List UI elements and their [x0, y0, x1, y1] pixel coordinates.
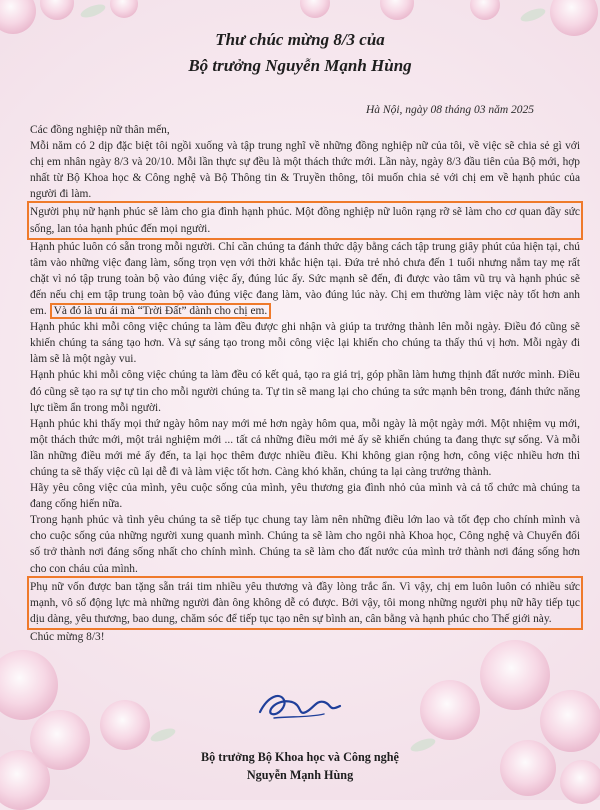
letter-title-line2: Bộ trưởng Nguyễn Mạnh Hùng [188, 56, 412, 75]
letter-paragraph: Hạnh phúc khi mỗi công việc chúng ta làm đều có kết quả, tạo ra giá trị, góp phần làm hưng thịnh đất nước mình. Điều đó cũng sẽ tạo ra sự tự tin cho mỗi người chúng ta. Tự tin sẽ mang lại cho chúng ta sức mạnh bên trong, đánh thức năng lực tiềm ẩn trong mỗi người. [30, 369, 580, 414]
signer-name: Nguyễn Mạnh Hùng [246, 768, 354, 782]
flower-decoration [380, 0, 414, 20]
leaf-decoration [149, 726, 177, 744]
flower-decoration [300, 0, 330, 18]
signer-position: Bộ trưởng Bộ Khoa học và Công nghệ [201, 750, 399, 764]
letter-body [30, 122, 580, 645]
leaf-decoration [79, 2, 107, 20]
letter-paragraph: Hạnh phúc khi thấy mọi thứ ngày hôm nay mới mẻ hơn ngày hôm qua, mỗi ngày là một ngày mới. Một nhiệm vụ mới, một thách thức mới, một trải nghiệm mới ... tất cả những điều mới mẻ ấy sẽ khiến chúng ta đang thực sự sống. Và mỗi lần những điều mới mẻ ấy đến, ta lại học thêm được nhiều điều. Khi không gian rộng hơn, công việc nhiều hơn thì chúng ta sẽ thấy việc cũ lại dễ đi và làm việc tốt hơn. Càng khó khăn, chúng ta lại càng trưởng thành. [30, 417, 580, 478]
letter-greeting: Các đồng nghiệp nữ thân mến, [30, 124, 170, 136]
letter-closing: Chúc mừng 8/3! [30, 630, 105, 643]
paragraph-text: Hạnh phúc luôn có sẵn trong mỗi người. Chỉ cần chúng ta đánh thức dậy bằng cách tập trung giây phút của hiện tại, chú tâm vào những việc đang làm, sống trọn vẹn với thời khắc hiện tại. Đứa trẻ nhỏ chưa đến 1 tuổi nhưng nắm tay mẹ rất chặt vì nó tập trung toàn bộ vào đúng việc ấy, đúng lúc ấy. Sức mạnh sẽ đến, đi được vào tâm vũ trụ và hạnh phúc sẽ đến nếu chị em tập trung toàn bộ vào đúng việc đang làm, vào đúng lúc này. Chị em thường làm việc này tốt hơn anh em. [30, 240, 580, 318]
letter-paragraph: Trong hạnh phúc và tình yêu chúng ta sẽ tiếp tục chung tay làm nên những điều lớn lao và tốt đẹp cho chính mình và cho cuộc sống của những người xung quanh mình. Chúng ta sẽ làm cho ngôi nhà Khoa học, Công nghệ và Chuyển đổi số trở thành nơi đáng sống nhất cho chính mình. Chúng ta sẽ làm cho đất nước của mình trở thành nơi đáng sống hơn cho con cháu của mình. [30, 514, 580, 575]
letter-paragraph: Mỗi năm có 2 dịp đặc biệt tôi ngồi xuống và tập trung nghĩ về những đồng nghiệp nữ của tôi, về việc sẽ chia sẻ gì với chị em nhân ngày 8/3 và 20/10. Mỗi lần thực sự đều là một thách thức mới. Lần này, ngày 8/3 đầu tiên của Bộ mới, hợp nhất từ Bộ Khoa học & Công nghệ và Bộ Thông tin & Truyền thông, tôi muốn chia sẻ với chị em về hạnh phúc của người đi làm. [30, 140, 580, 201]
highlighted-paragraph: Phụ nữ vốn được ban tặng sẵn trái tim nhiều yêu thương và đầy lòng trắc ẩn. Vì vậy, chị em luôn luôn có nhiều sức mạnh, vô số động lực mà những người đàn ông không dễ có được. Bởi vậy, tôi mong những người phụ nữ hãy tiếp tục dịu dàng, yêu thương, bao dung, chăm sóc để tiếp tục tạo nên sự bình an, cân bằng và hạnh phúc cho Thế giới này. [30, 579, 580, 627]
flower-decoration [420, 680, 480, 740]
flower-decoration [480, 640, 550, 710]
letter-title-line1: Thư chúc mừng 8/3 của [215, 30, 385, 49]
flower-decoration [0, 650, 58, 720]
letter-paragraph: Hạnh phúc khi mỗi công việc chúng ta làm đều được ghi nhận và giúp ta trưởng thành lên mỗi ngày. Điều đó cũng sẽ khiến chúng ta sáng tạo hơn. Và sự sáng tạo trong mỗi công việc lại khiến cho chúng ta thấy thú vị hơn. Mỗi ngày đi làm sẽ là một ngày vui. [30, 321, 580, 366]
flower-decoration [110, 0, 138, 18]
flower-decoration [470, 0, 500, 20]
flower-decoration [0, 0, 36, 34]
highlighted-phrase: Và đó là ưu ái mà “Trời Đất” dành cho chị em. [50, 303, 272, 319]
handwritten-signature [254, 686, 344, 726]
flower-decoration [40, 0, 74, 20]
flower-decoration [100, 700, 150, 750]
leaf-decoration [519, 6, 547, 24]
letter-date: Hà Nội, ngày 08 tháng 03 năm 2025 [365, 104, 534, 116]
flower-decoration [540, 690, 600, 752]
letter-paragraph: Hãy yêu công việc của mình, yêu cuộc sống của mình, yêu thương gia đình nhỏ của mình và cả tổ chức mà chúng ta đang cống hiến nữa. [30, 482, 580, 511]
highlighted-paragraph: Người phụ nữ hạnh phúc sẽ làm cho gia đình hạnh phúc. Một đồng nghiệp nữ luôn rạng rỡ sẽ làm cho cơ quan đầy sức sống, lan tỏa hạnh phúc đến mọi người. [30, 204, 580, 236]
letter-paragraph [30, 239, 580, 319]
